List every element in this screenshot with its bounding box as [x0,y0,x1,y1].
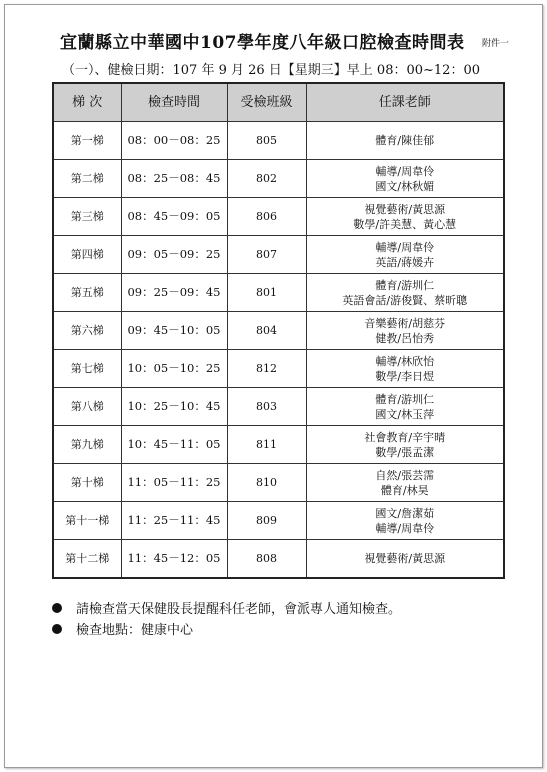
teachers-cell [306,236,504,274]
time-cell: 10：45－11：05 [121,426,227,464]
table-row [53,312,504,350]
teacher-entry: 英語/蔣媛卉 [375,255,435,269]
teacher-entry: 健教/呂怡秀 [375,331,435,345]
class-cell: 803 [227,388,306,426]
teachers-cell [306,122,504,160]
time-cell: 08：00－08：25 [121,122,227,160]
teacher-entry: 體育/林昊 [380,483,429,497]
teachers-cell [306,312,504,350]
class-cell: 809 [227,502,306,540]
batch-cell: 第十二梯 [53,540,121,579]
time-cell: 09：05－09：25 [121,236,227,274]
class-cell: 812 [227,350,306,388]
teacher-entry: 體育/游圳仁 [375,392,435,406]
batch-cell: 第九梯 [53,426,121,464]
note-item [52,597,401,618]
teachers-cell [306,426,504,464]
table-row [53,160,504,198]
batch-cell: 第十一梯 [53,502,121,540]
teacher-entry: 英語會話/游俊賢、蔡昕聰 [342,293,468,307]
teacher-entry: 自然/張芸霈 [375,468,435,482]
teachers-cell [306,540,504,579]
header-class: 受檢班級 [227,83,306,122]
header-teachers: 任課老師 [306,83,504,122]
teacher-entry: 視覺藝術/黃思源 [364,552,446,565]
time-cell: 11：25－11：45 [121,502,227,540]
table-row [53,350,504,388]
time-cell: 08：45－09：05 [121,198,227,236]
class-cell: 808 [227,540,306,579]
document-title: 宜蘭縣立中華國中107學年度八年級口腔檢查時間表 [60,33,465,53]
schedule-table [52,82,505,579]
teachers-cell [306,388,504,426]
teacher-entry: 體育/游圳仁 [375,278,435,292]
schedule-body [53,122,504,579]
class-cell: 806 [227,198,306,236]
teacher-entry: 音樂藝術/胡慈芬 [364,316,446,330]
teacher-entry: 輔導/周韋伶 [375,164,435,178]
time-cell: 09：45－10：05 [121,312,227,350]
table-row [53,502,504,540]
note-item [52,618,401,639]
teacher-entry: 數學/張孟潔 [375,445,435,459]
class-cell: 804 [227,312,306,350]
teacher-entry: 國文/詹潔茹 [375,506,435,520]
teachers-cell [306,464,504,502]
batch-cell: 第五梯 [53,274,121,312]
class-cell: 805 [227,122,306,160]
note-text: 檢查地點：健康中心 [76,623,194,638]
table-row [53,236,504,274]
teachers-cell [306,274,504,312]
teachers-cell [306,198,504,236]
table-row [53,198,504,236]
batch-cell: 第二梯 [53,160,121,198]
time-cell: 11：05－11：25 [121,464,227,502]
teacher-entry: 國文/林玉萍 [375,407,435,421]
teacher-entry: 體育/陳佳郁 [375,134,435,147]
table-row [53,388,504,426]
table-row [53,464,504,502]
teacher-entry: 數學/李日煜 [375,369,435,383]
class-cell: 811 [227,426,306,464]
batch-cell: 第七梯 [53,350,121,388]
time-cell: 09：25－09：45 [121,274,227,312]
time-cell: 10：25－10：45 [121,388,227,426]
bullet-icon [52,624,62,634]
table-row [53,426,504,464]
class-cell: 802 [227,160,306,198]
teacher-entry: 國文/林秋媚 [375,179,435,193]
class-cell: 801 [227,274,306,312]
teachers-cell [306,502,504,540]
bullet-icon [52,603,62,613]
header-time: 檢查時間 [121,83,227,122]
batch-cell: 第十梯 [53,464,121,502]
note-text: 請檢查當天保健股長提醒科任老師，會派專人通知檢查。 [76,602,402,617]
teachers-cell [306,350,504,388]
teacher-entry: 輔導/周韋伶 [375,240,435,254]
teacher-entry: 輔導/林欣怡 [375,354,435,368]
class-cell: 810 [227,464,306,502]
time-cell: 08：25－08：45 [121,160,227,198]
teacher-entry: 視覺藝術/黃思源 [364,202,446,216]
batch-cell: 第四梯 [53,236,121,274]
teacher-entry: 數學/許美慧、黃心慧 [353,217,457,231]
batch-cell: 第六梯 [53,312,121,350]
teacher-entry: 輔導/周韋伶 [375,521,435,535]
table-row [53,122,504,160]
batch-cell: 第八梯 [53,388,121,426]
notes-list [52,597,401,639]
teacher-entry: 社會教育/辛宇晴 [364,430,446,444]
table-header-row [53,83,504,122]
batch-cell: 第三梯 [53,198,121,236]
exam-date-line: （一）、健檢日期：107 年 9 月 26 日【星期三】早上 08：00~12：00 [62,63,480,78]
class-cell: 807 [227,236,306,274]
time-cell: 11：45－12：05 [121,540,227,579]
teachers-cell [306,160,504,198]
table-row [53,274,504,312]
time-cell: 10：05－10：25 [121,350,227,388]
annex-label: 附件一 [482,39,510,49]
table-row [53,540,504,579]
batch-cell: 第一梯 [53,122,121,160]
header-batch: 梯 次 [53,83,121,122]
